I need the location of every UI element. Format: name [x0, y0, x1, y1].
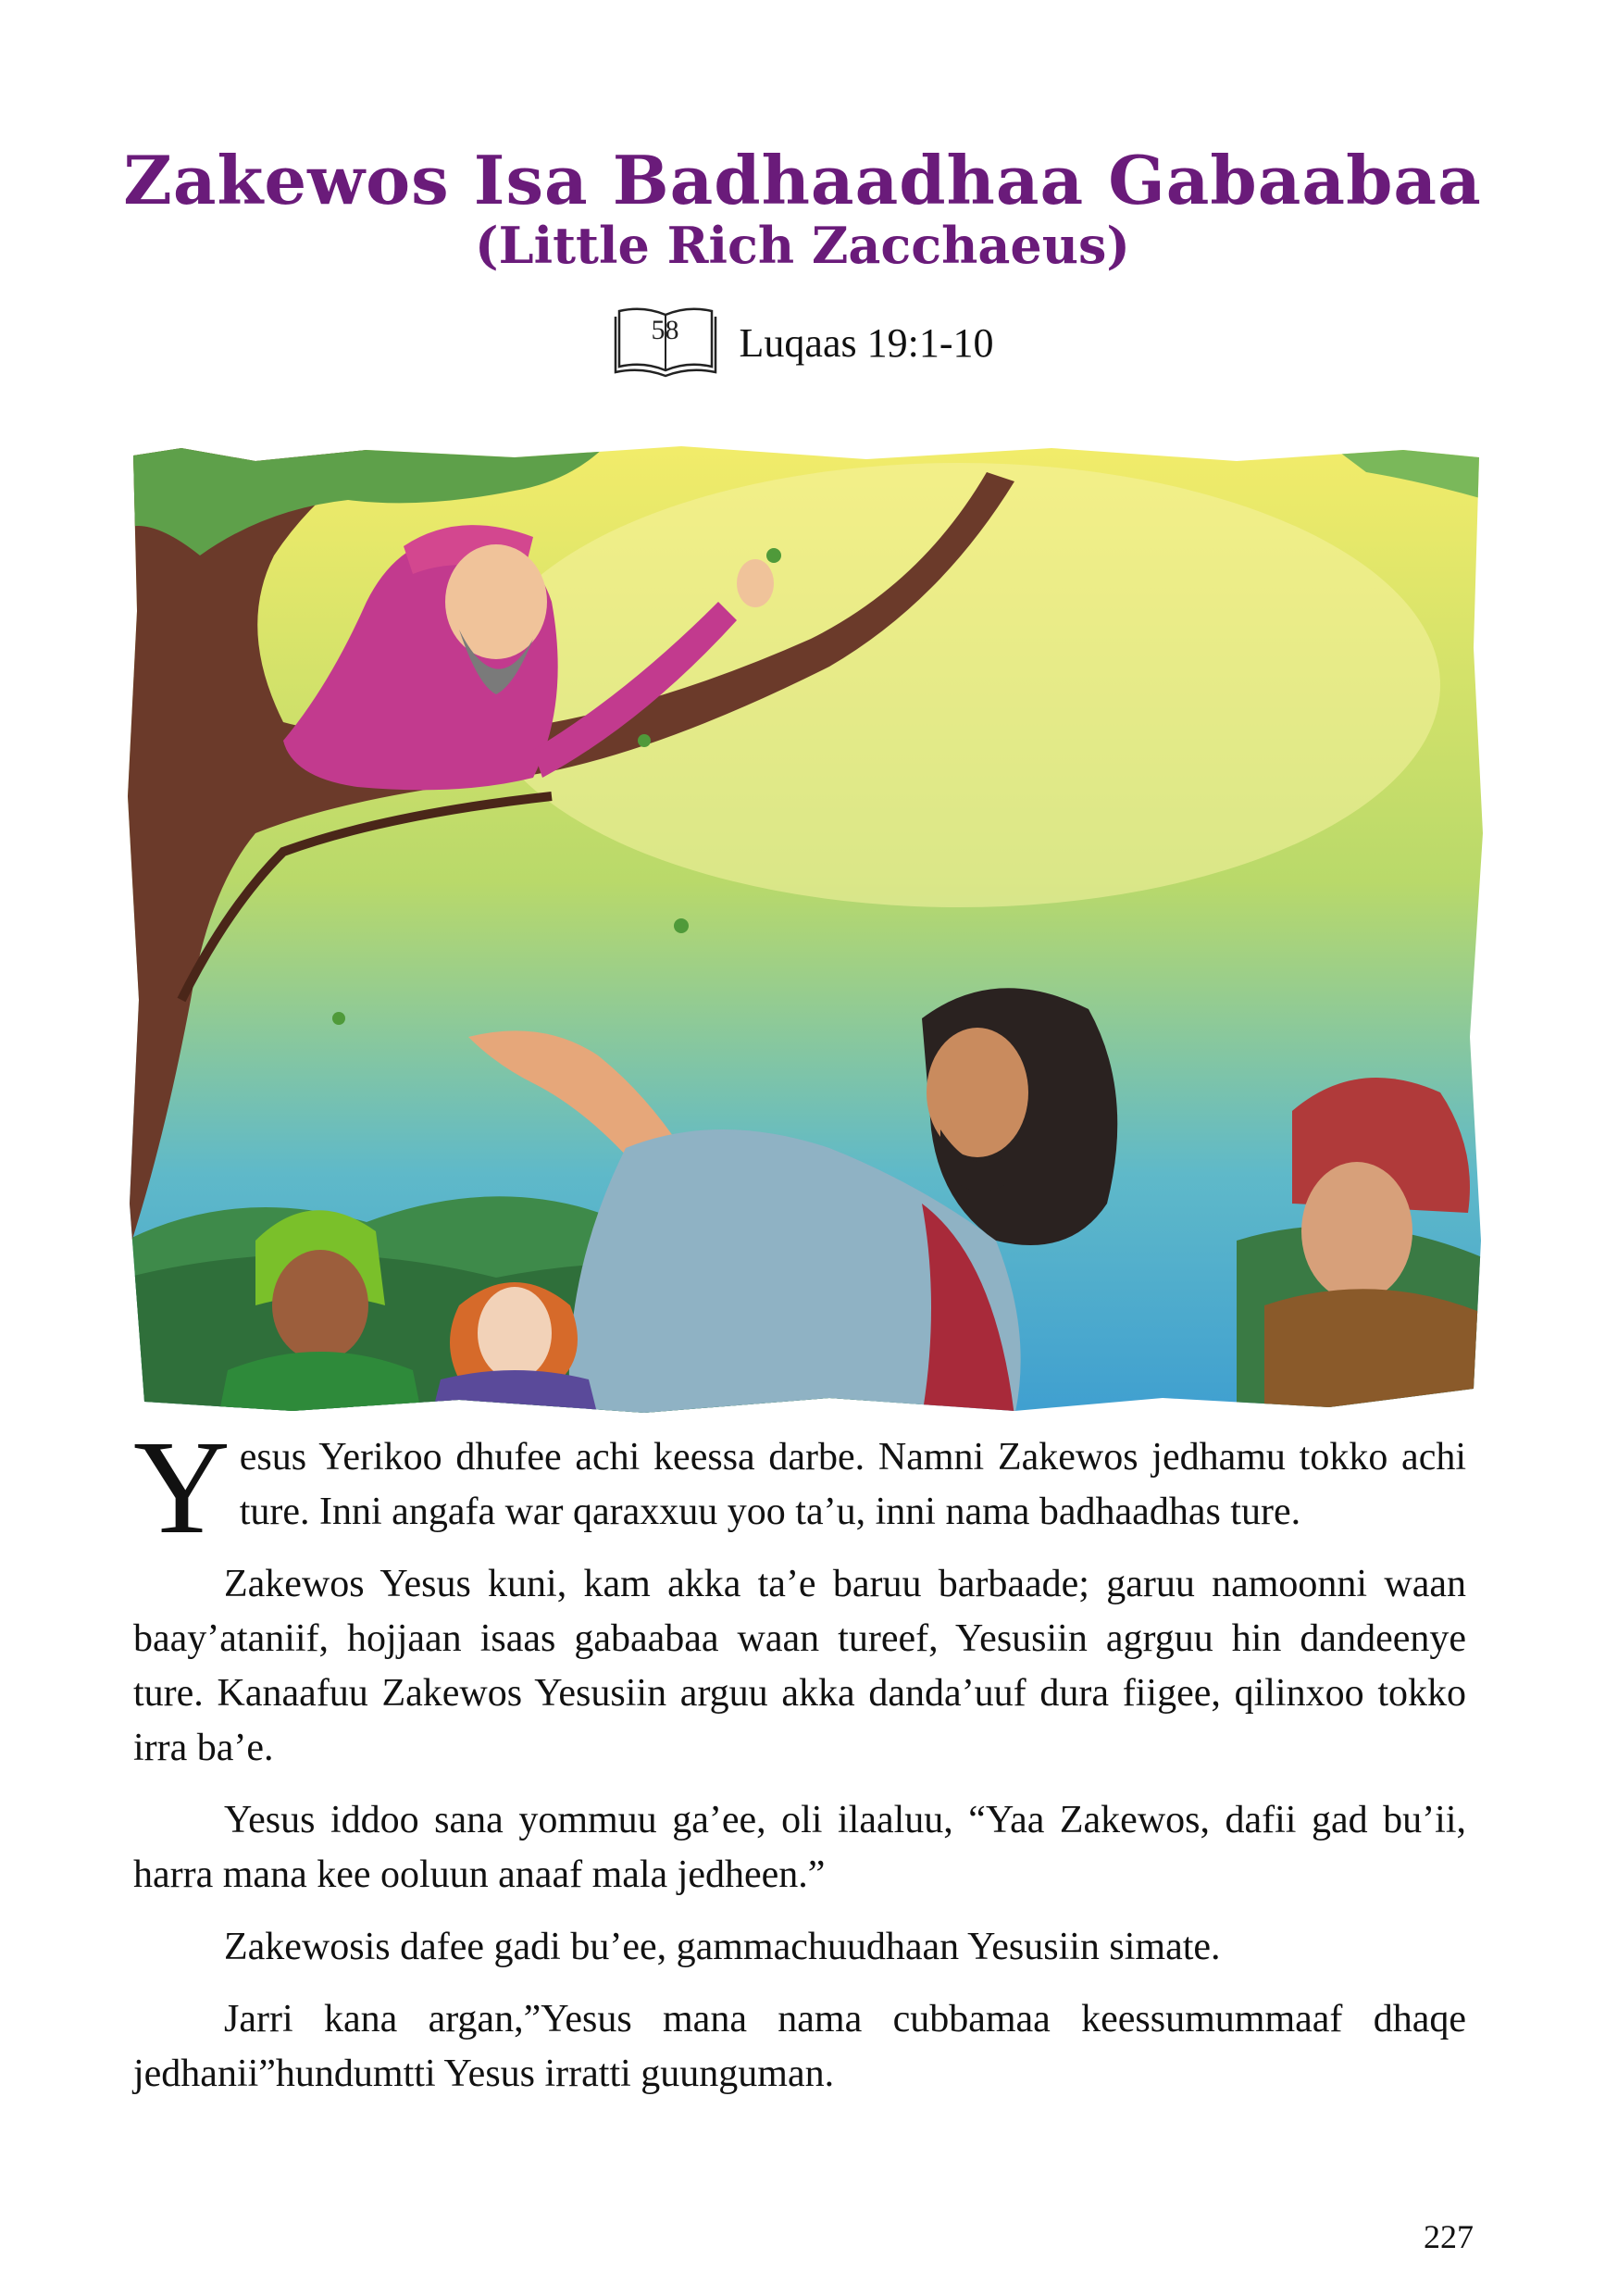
chapter-number: 58: [651, 315, 679, 345]
scripture-reference: [0, 306, 1605, 380]
reference-text: Luqaas 19:1-10: [739, 319, 994, 366]
paragraph-2: Zakewos Yesus kuni, kam akka ta’e baruu barbaade; garuu namoonni waan baay’ataniif, hojjaan isaas gabaabaa waan tureef, Yesusiin agrguu hin dandeenye ture. Kanaafuu Zakewos Yesusiin arguu akka danda’uuf dura fiigee, qilinxoo tokko irra ba’e.: [133, 1563, 1466, 1769]
open-book-icon: [612, 306, 719, 380]
drop-cap: Y: [133, 1414, 230, 1562]
illustration-zacchaeus-in-tree: [126, 444, 1487, 1416]
paragraph-3: Yesus iddoo sana yommuu ga’ee, oli ilaaluu, “Yaa Zakewos, dafii gad bu’ii, harra mana kee ooluun anaaf mala jedheen.”: [133, 1799, 1466, 1896]
paragraph-4: Zakewosis dafee gadi bu’ee, gammachuudhaan Yesusiin simate.: [224, 1926, 1221, 1968]
story-text: [133, 1414, 1466, 2119]
page-subtitle: (Little Rich Zacchaeus): [475, 216, 1130, 275]
paragraph-5: Jarri kana argan,”Yesus mana nama cubbamaa keessumummaaf dhaqe jedhanii”hundumtti Yesus irratti guunguman.: [133, 1998, 1466, 2095]
paragraph-1: Yesus Yerikoo dhufee achi keessa darbe. Namni Zakewos jedhamu tokko achi ture. Inni angafa war qaraxxuu yoo ta’u, inni nama badhaadhas ture.: [133, 1414, 1466, 1562]
page-number: 227: [1424, 2218, 1474, 2255]
page-title: Zakewos Isa Badhaadhaa Gabaabaa: [123, 141, 1482, 219]
